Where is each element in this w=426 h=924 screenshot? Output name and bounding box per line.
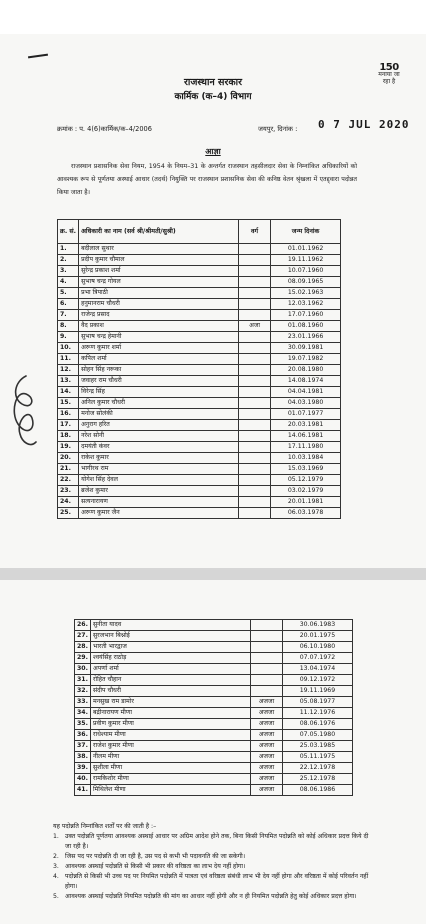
table-row [58,244,341,255]
table-row [75,752,353,763]
serial-cell: 28. [75,642,91,653]
category-cell [239,464,271,475]
category-cell: अजजा [250,763,282,774]
serial-cell: 35. [75,719,91,730]
condition-text: आवश्यक अस्थाई पदोन्नति नियमित पदोन्नति की मांग का आधार नहीं होगी और न ही नियमित पदोन्नति हेतु कोई अधिकार प्रदत्त होगा। [65,893,357,900]
table-row [58,409,341,420]
officer-name-cell: प्रदीप कुमार चौमाल [79,255,239,266]
officer-name-cell: अरूण कुमार शर्मा [79,343,239,354]
category-cell [250,642,282,653]
serial-cell: 14. [58,387,79,398]
dob-cell: 11.12.1976 [282,708,352,719]
table-row [58,376,341,387]
condition-number: 3. [53,863,59,870]
condition-text: जिस पद पर पदोन्नति दी जा रही है, उस पद से कभी भी पदावनति की जा सकेगी। [65,853,246,860]
dob-cell: 05.12.1979 [271,475,341,486]
dob-cell: 20.01.1981 [271,497,341,508]
category-cell [239,332,271,343]
officer-name-cell: भागीरथ राम [79,464,239,475]
dob-cell: 25.03.1985 [282,741,352,752]
category-cell [239,365,271,376]
table-row [75,741,353,752]
serial-cell: 20. [58,453,79,464]
logo-number: 150 [379,62,399,73]
table-row [58,431,341,442]
table-row [58,332,341,343]
table-row [58,453,341,464]
conditions-section [53,822,369,902]
table-row [58,508,341,519]
category-cell [239,343,271,354]
category-cell [239,398,271,409]
table-row [58,321,341,332]
dob-cell: 03.02.1979 [271,486,341,497]
officer-name-cell: सुरेन्द्र प्रकाश शर्मा [79,266,239,277]
place-date-label: जयपुर, दिनांक : [258,125,298,133]
table-row [75,730,353,741]
serial-cell: 22. [58,475,79,486]
table-row [58,497,341,508]
dob-cell: 08.09.1965 [271,277,341,288]
category-cell: अजजा [250,697,282,708]
officer-name-cell: प्रभा त्रिपाठी [79,288,239,299]
category-cell: अजा [239,321,271,332]
officer-name-cell: मिथिलेश मीणा [90,785,250,796]
serial-cell: 34. [75,708,91,719]
category-cell: अजजा [250,774,282,785]
dob-cell: 20.08.1980 [271,365,341,376]
serial-cell: 39. [75,763,91,774]
dob-cell: 04.03.1980 [271,398,341,409]
officer-name-cell: राधेश्याम मीणा [90,730,250,741]
dob-cell: 17.11.1980 [271,442,341,453]
category-cell [239,277,271,288]
serial-cell: 24. [58,497,79,508]
dob-cell: 17.07.1960 [271,310,341,321]
officer-name-cell: अरूण कुमार जैन [79,508,239,519]
category-cell [239,409,271,420]
dob-cell: 19.07.1982 [271,354,341,365]
table-row [58,475,341,486]
category-cell [239,453,271,464]
serial-cell: 2. [58,255,79,266]
officer-name-cell: दमयंती कंवर [79,442,239,453]
officer-name-cell: मनोज सोलंकी [79,409,239,420]
table-row [75,697,353,708]
category-cell [239,299,271,310]
officer-name-cell: श्वयंसिंह राठोड़ [90,653,250,664]
serial-cell: 11. [58,354,79,365]
dob-cell: 14.06.1981 [271,431,341,442]
category-cell: अजजा [250,741,282,752]
officer-name-cell: नीलम मीणा [90,752,250,763]
category-cell [250,686,282,697]
category-cell [250,631,282,642]
table-row [58,365,341,376]
dob-cell: 30.06.1983 [282,620,352,631]
officer-name-cell: राजेन्द्र प्रसाद [79,310,239,321]
category-cell [239,255,271,266]
table-row [75,675,353,686]
officer-name-cell: बद्रीनारायण मीणा [90,708,250,719]
dob-cell: 05.11.1975 [282,752,352,763]
category-cell [239,288,271,299]
dob-cell: 01.08.1960 [271,321,341,332]
dob-cell: 14.08.1974 [271,376,341,387]
serial-cell: 21. [58,464,79,475]
officer-name-cell: विरेन्द्र सिंह [79,387,239,398]
serial-cell: 12. [58,365,79,376]
handwritten-signature [6,372,46,452]
condition-number: 5. [53,893,59,900]
dob-cell: 01.01.1962 [271,244,341,255]
serial-cell: 37. [75,741,91,752]
category-cell [239,431,271,442]
category-cell [239,244,271,255]
serial-cell: 10. [58,343,79,354]
condition-number: 4. [53,873,59,880]
dob-cell: 04.04.1981 [271,387,341,398]
dob-cell: 15.03.1969 [271,464,341,475]
condition-text: आवश्यक अस्थाई पदोन्नति से किसी भी प्रकार की वरिष्ठता का लाभ देय नहीं होगा। [65,863,246,870]
table-body-page-1 [58,244,341,519]
order-title [0,146,426,157]
category-cell: अजजा [250,730,282,741]
header-category: वर्ग [239,220,271,244]
officer-name-cell: कपिल शर्मा [79,354,239,365]
table-row [58,398,341,409]
header-serial: क्र. सं. [58,220,79,244]
dob-cell: 10.07.1960 [271,266,341,277]
dob-cell: 07.07.1972 [282,653,352,664]
serial-cell: 9. [58,332,79,343]
table-row [58,277,341,288]
officer-name-cell: राजेश कुमार मीणा [90,741,250,752]
dob-cell: 06.10.1980 [282,642,352,653]
serial-cell: 30. [75,664,91,675]
condition-text: पदोन्नति से किसी भी उच्च पद पर नियमित पदोन्नति में पात्रता एवं वरिष्ठता संबंधी लाभ भी देय नहीं होगा और वरिष्ठता में कोई परिवर्तन नहीं होगा। [65,873,369,890]
top-margin [0,0,426,34]
table-row [58,354,341,365]
department-title: कार्मिक (क–4) विभाग [174,92,252,102]
table-row [75,763,353,774]
category-cell: अजजा [250,785,282,796]
category-cell [250,675,282,686]
dob-cell: 30.09.1981 [271,343,341,354]
serial-cell: 29. [75,653,91,664]
officer-name-cell: अनुराग हरित [79,420,239,431]
dob-cell: 08.06.1976 [282,719,352,730]
condition-item [53,832,369,852]
category-cell [239,387,271,398]
dob-cell: 25.12.1978 [282,774,352,785]
table-row [58,343,341,354]
serial-cell: 19. [58,442,79,453]
category-cell [239,497,271,508]
dob-cell: 20.03.1981 [271,420,341,431]
dob-cell: 12.03.1962 [271,299,341,310]
serial-cell: 1. [58,244,79,255]
table-row [75,708,353,719]
serial-cell: 40. [75,774,91,785]
serial-cell: 18. [58,431,79,442]
conditions-intro: यह पदोन्नति निम्नांकित शर्तों पर की जाती है :– [53,823,157,830]
dob-cell: 19.11.1969 [282,686,352,697]
government-title: राजस्थान सरकार [184,77,242,88]
officer-name-cell: बदीलाल सुथार [79,244,239,255]
condition-item [53,852,369,862]
officer-name-cell: अपर्णा शर्मा [90,664,250,675]
officer-name-cell: सुभाष चन्द्र हेमानी [79,332,239,343]
table-header-row [58,220,341,244]
category-cell: अजजा [250,719,282,730]
serial-cell: 4. [58,277,79,288]
category-cell: अजजा [250,752,282,763]
officer-name-cell: सुशीला मीणा [90,763,250,774]
dob-cell: 05.08.1977 [282,697,352,708]
table-row [75,642,353,653]
serial-cell: 27. [75,631,91,642]
officer-name-cell: सत्यनारायण [79,497,239,508]
serial-cell: 23. [58,486,79,497]
table-body-page-2 [75,620,353,796]
dob-cell: 07.05.1980 [282,730,352,741]
serial-cell: 13. [58,376,79,387]
officer-name-cell: नरेश सोनी [79,431,239,442]
dob-cell: 09.12.1972 [282,675,352,686]
officer-name-cell: सुनीता यादव [90,620,250,631]
serial-cell: 8. [58,321,79,332]
serial-cell: 33. [75,697,91,708]
conditions-list [53,832,369,902]
serial-cell: 15. [58,398,79,409]
reference-number: क्रमांक : प. 4(6)कार्मिक/क–4/2006 [57,125,152,133]
dob-cell: 22.12.1978 [282,763,352,774]
condition-item [53,862,369,872]
table-row [75,686,353,697]
header-dob: जन्म दिनांक [271,220,341,244]
table-row [58,299,341,310]
category-cell [239,486,271,497]
condition-text: उक्त पदोन्नति पूर्णतया आवश्यक अस्थाई आधार पर अग्रिम आदेश होने तक, बिना किसी नियमित पदोन्नति को कोई अधिकार प्रदत्त किये दी जा रही है। [65,833,369,850]
serial-cell: 25. [58,508,79,519]
serial-cell: 38. [75,752,91,763]
serial-cell: 26. [75,620,91,631]
table-row [75,664,353,675]
officer-name-cell: मनसुख राम डामोर [90,697,250,708]
dob-cell: 13.04.1974 [282,664,352,675]
promotion-table-page-1 [57,219,341,519]
order-date: 0 7 JUL 2020 [318,118,410,131]
category-cell [239,354,271,365]
logo-text: मनाया जा रहा है [378,71,400,85]
serial-cell: 32. [75,686,91,697]
officer-name-cell: सुभाष चन्द्र गोयल [79,277,239,288]
table-row [75,785,353,796]
officer-name-cell: संदीप चौधरी [90,686,250,697]
dob-cell: 10.03.1984 [271,453,341,464]
dob-cell: 01.07.1977 [271,409,341,420]
table-row [58,288,341,299]
table-row [58,266,341,277]
table-row [58,442,341,453]
serial-cell: 41. [75,785,91,796]
officer-name-cell: सोहन सिंह नरूका [79,365,239,376]
header-name: अधिकारी का नाम (सर्व श्री/श्रीमती/सुश्री) [79,220,239,244]
officer-name-cell: हनुमानराम चौधरी [79,299,239,310]
category-cell [239,508,271,519]
table-row [75,653,353,664]
officer-name-cell: योगेश सिंह देवल [79,475,239,486]
serial-cell: 16. [58,409,79,420]
category-cell [239,266,271,277]
intro-paragraph: राजस्थान प्रशासनिक सेवा नियम, 1954 के नियम–31 के अन्तर्गत राजस्थान तहसीलदार सेवा के निम्नांकित अधिकारियों को आवश्यक रूप से पूर्णतया अस्थाई आधार (तदर्थ) नियुक्ति पर राजस्थान प्रशासनिक सेवा की कनिष्ठ वेतन श्रृंखला में एतद्द्वारा पदोन्नत किया जाता है। [57,163,357,196]
condition-number: 2. [53,853,59,860]
category-cell [239,442,271,453]
dob-cell: 08.06.1986 [282,785,352,796]
promotion-table-page-2 [74,619,353,796]
table-row [58,420,341,431]
dob-cell: 15.02.1963 [271,288,341,299]
officer-name-cell: प्रवीण कुमार मीणा [90,719,250,730]
officer-name-cell: जवाहर राम चौधरी [79,376,239,387]
officer-name-cell: राकेश कुमार [79,453,239,464]
table-row [75,774,353,785]
category-cell [239,420,271,431]
table-row [75,631,353,642]
category-cell [239,475,271,486]
serial-cell: 3. [58,266,79,277]
table-row [58,255,341,266]
serial-cell: 7. [58,310,79,321]
table-row [58,387,341,398]
table-row [58,464,341,475]
condition-number: 1. [53,833,59,840]
category-cell [250,620,282,631]
officer-name-cell: सुरजभान बिश्नोई [90,631,250,642]
dob-cell: 19.11.1962 [271,255,341,266]
category-cell [250,664,282,675]
officer-name-cell: वैद प्रकाश [79,321,239,332]
dob-cell: 20.01.1975 [282,631,352,642]
category-cell: अजजा [250,708,282,719]
category-cell [250,653,282,664]
serial-cell: 36. [75,730,91,741]
table-row [58,486,341,497]
serial-cell: 17. [58,420,79,431]
pen-mark [28,54,48,59]
officer-name-cell: रोहित चौहान [90,675,250,686]
serial-cell: 6. [58,299,79,310]
table-row [58,310,341,321]
condition-item [53,872,369,892]
condition-item [53,892,369,902]
officer-name-cell: ब्रजेश कुमार [79,486,239,497]
serial-cell: 31. [75,675,91,686]
table-row [75,620,353,631]
serial-cell: 5. [58,288,79,299]
category-cell [239,310,271,321]
officer-name-cell: भारती भारद्वाज [90,642,250,653]
officer-name-cell: रामकिशोर मीणा [90,774,250,785]
table-row [75,719,353,730]
order-title-text: आज्ञा [205,147,221,156]
dob-cell: 06.03.1978 [271,508,341,519]
dob-cell: 23.01.1966 [271,332,341,343]
category-cell [239,376,271,387]
officer-name-cell: अनिल कुमार चौधरी [79,398,239,409]
